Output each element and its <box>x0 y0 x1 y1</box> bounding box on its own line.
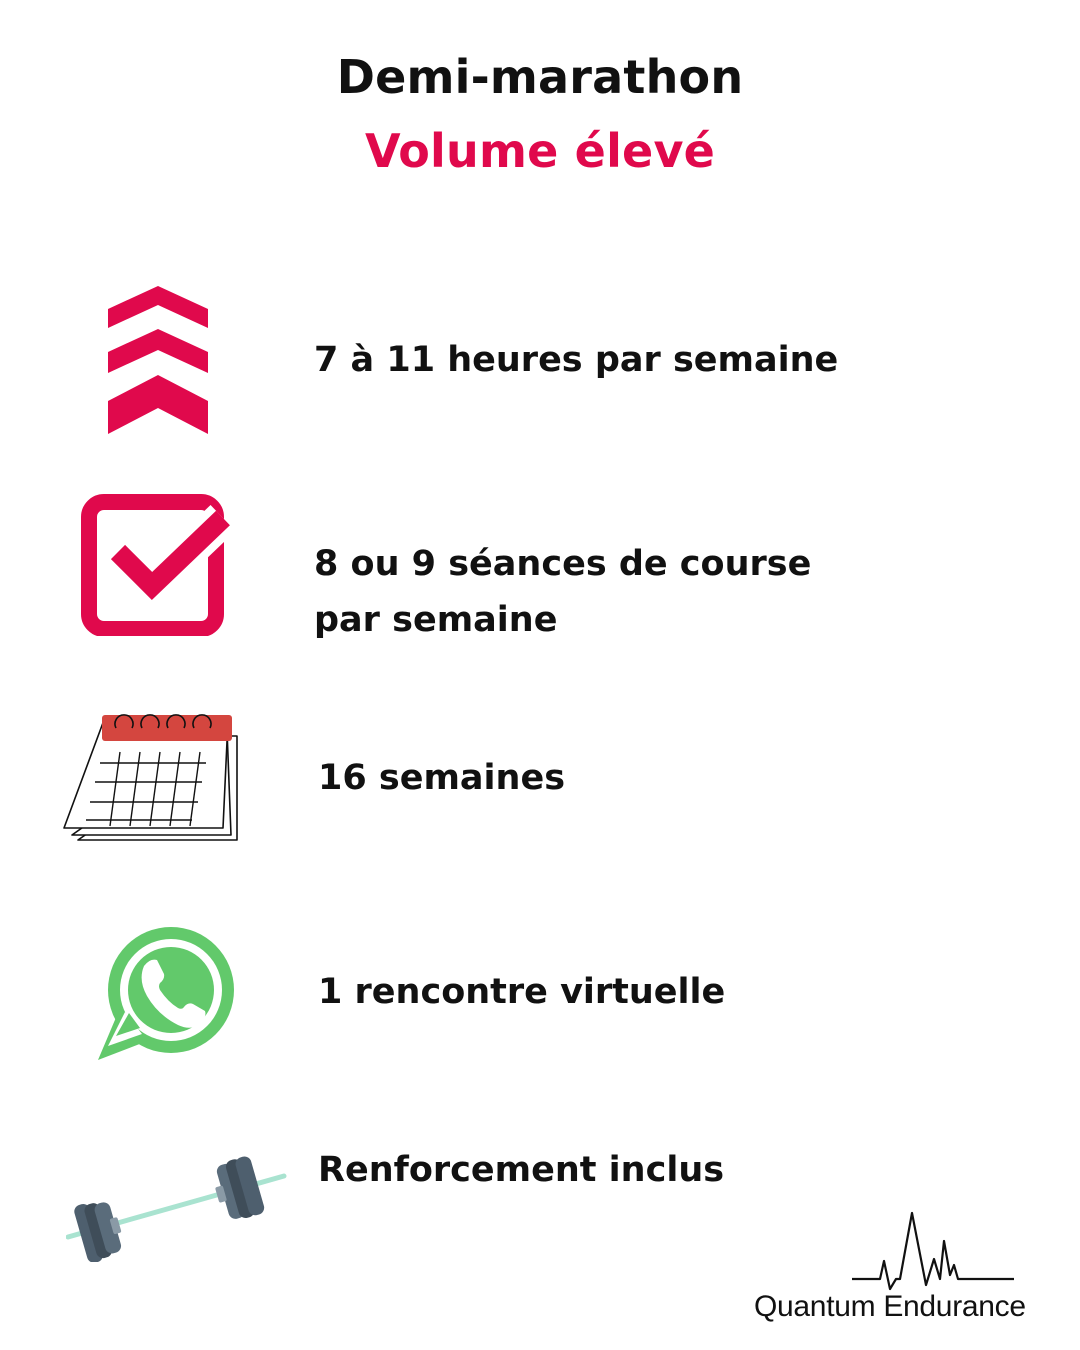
feature-strength <box>318 1142 724 1198</box>
calendar-icon <box>60 708 242 846</box>
page-title: Demi-marathon <box>336 50 744 104</box>
checkbox-icon <box>78 490 238 636</box>
heartbeat-line-icon <box>750 1205 1070 1295</box>
page-subtitle: Volume élevé <box>364 124 716 178</box>
brand-name: Quantum Endurance <box>754 1290 1026 1323</box>
feature-meeting <box>318 964 725 1020</box>
feature-hours-line-1: 7 à 11 heures par semaine <box>314 340 839 380</box>
feature-strength-line-1: Renforcement inclus <box>318 1150 725 1190</box>
chevron-up-icon <box>105 284 211 436</box>
whatsapp-icon <box>94 916 244 1064</box>
feature-sessions <box>314 536 811 648</box>
feature-weeks-line-1: 16 semaines <box>318 758 566 798</box>
barbell-icon <box>66 1150 288 1262</box>
feature-sessions-line-2: par semaine <box>314 600 558 640</box>
feature-hours <box>314 332 838 388</box>
feature-weeks <box>318 750 565 806</box>
feature-meeting-line-1: 1 rencontre virtuelle <box>318 972 726 1012</box>
brand-logo <box>750 1205 1070 1335</box>
feature-sessions-line-1: 8 ou 9 séances de course <box>314 544 812 584</box>
